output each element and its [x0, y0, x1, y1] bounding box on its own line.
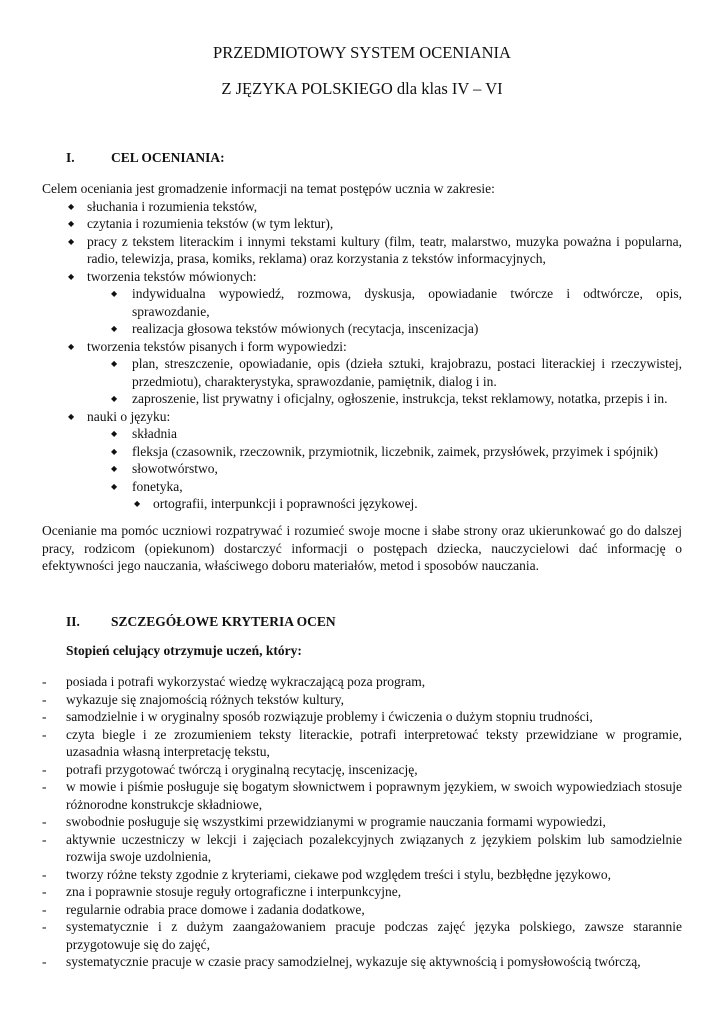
objective-list-item	[42, 478, 682, 496]
diamond-bullet-icon: ◆	[68, 341, 75, 351]
objective-list-item	[42, 390, 682, 408]
criteria-list-item	[42, 708, 682, 726]
objective-list-item-text: składnia	[132, 426, 177, 441]
criteria-list-item	[42, 901, 682, 919]
diamond-bullet-icon: ◆	[111, 359, 118, 368]
objective-list-item	[42, 443, 682, 461]
objective-list-item-text: zaproszenie, list prywatny i oficjalny, ogłoszenie, instrukcja, tekst reklamowy, notatka, przepis i in.	[132, 391, 668, 406]
criteria-list-item	[42, 953, 682, 971]
criteria-list-item	[42, 813, 682, 831]
objective-list-item	[42, 495, 682, 513]
objective-list-item-text: słowotwórstwo,	[132, 461, 218, 476]
dash-bullet: -	[42, 779, 47, 794]
diamond-bullet-icon: ◆	[68, 271, 75, 281]
grade-subheading: Stopień celujący otrzymuje uczeń, który:	[66, 643, 302, 658]
objective-list-item	[42, 320, 682, 338]
criteria-list-item	[42, 778, 682, 813]
dash-bullet: -	[42, 709, 47, 724]
objective-list-item-text: czytania i rozumienia tekstów (w tym lektur),	[87, 216, 334, 231]
diamond-bullet-icon: ◆	[111, 464, 118, 473]
criteria-list-item-text: systematycznie pracuje w czasie pracy samodzielnej, wykazuje się aktywnością i pomysłowością twórczą,	[66, 954, 641, 969]
dash-bullet: -	[42, 726, 47, 742]
criteria-list-item-text: swobodnie posługuje się wszystkimi przewidzianymi w programie nauczania formami wypowiedzi,	[66, 814, 606, 829]
criteria-list-item-text: posiada i potrafi wykorzystać wiedzę wykraczającą poza program,	[66, 674, 426, 689]
objective-list-item	[42, 355, 682, 390]
objective-list-item-text: plan, streszczenie, opowiadanie, opis (dzieła sztuki, krajobrazu, postaci literackiej i rzeczywistej, przedmiotu), charakterystyka, sprawozdanie, pamiętnik, dialog i in.	[132, 356, 682, 389]
document-subtitle: Z JĘZYKA POLSKIEGO dla klas IV – VI	[221, 79, 503, 98]
grade-criteria-list	[42, 673, 682, 971]
objective-list-item	[42, 338, 682, 356]
dash-bullet: -	[42, 866, 47, 882]
criteria-list-item-text: tworzy różne teksty zgodnie z kryteriami, ciekawe pod względem treści i stylu, bezbłędne językowo,	[66, 866, 612, 882]
document-title: PRZEDMIOTOWY SYSTEM OCENIANIA	[213, 43, 511, 62]
dash-bullet: -	[42, 761, 47, 777]
section-2-title: SZCZEGÓŁOWE KRYTERIA OCEN	[111, 614, 336, 629]
section-1-number: I.	[66, 150, 75, 165]
section-1-title: CEL OCENIANIA:	[111, 150, 225, 165]
criteria-list-item	[42, 726, 682, 761]
dash-bullet: -	[42, 954, 47, 969]
objective-list-item-text: realizacja głosowa tekstów mówionych (recytacja, inscenizacja)	[132, 321, 479, 336]
diamond-bullet-icon: ◆	[111, 289, 118, 298]
criteria-list-item-text: regularnie odrabia prace domowe i zadania dodatkowe,	[66, 901, 365, 917]
dash-bullet: -	[42, 814, 47, 829]
criteria-list-item	[42, 831, 682, 866]
criteria-list-item-text: aktywnie uczestniczy w lekcji i zajęciach pozalekcyjnych związanych z językiem polskim lub samodzielnie rozwija swoje uzdolnienia,	[66, 831, 682, 864]
objective-list-item	[42, 425, 682, 443]
section-1-list	[42, 198, 682, 513]
objective-list-item-text: nauki o języku:	[87, 408, 171, 424]
objective-list-item-text: fleksja (czasownik, rzeczownik, przymiotnik, liczebnik, zaimek, przysłówek, przyimek i spójnik)	[132, 443, 658, 459]
diamond-bullet-icon: ◆	[68, 411, 75, 421]
objective-list-item-text: fonetyka,	[132, 478, 183, 494]
diamond-bullet-icon: ◆	[111, 324, 118, 333]
dash-bullet: -	[42, 919, 47, 934]
dash-bullet: -	[42, 691, 47, 707]
objective-list-item	[42, 408, 682, 426]
diamond-bullet-icon: ◆	[111, 429, 118, 438]
objective-list-item-text: ortografii, interpunkcji i poprawności językowej.	[153, 496, 418, 511]
criteria-list-item	[42, 691, 682, 709]
diamond-bullet-icon: ◆	[68, 219, 75, 228]
objective-list-item	[42, 285, 682, 320]
objective-list-item	[42, 215, 682, 233]
objective-list-item	[42, 460, 682, 478]
criteria-list-item	[42, 918, 682, 953]
criteria-list-item-text: czyta biegle i ze zrozumieniem teksty literackie, potrafi interpretować teksty przewidziane w programie, uzasadnia własną interpretację tekstu,	[66, 726, 682, 759]
section-1-intro: Celem oceniania jest gromadzenie informacji na temat postępów ucznia w zakresie:	[42, 181, 495, 196]
section-2-number: II.	[66, 614, 80, 629]
section-1-body	[42, 180, 682, 513]
diamond-bullet-icon: ◆	[111, 481, 118, 491]
objective-list-item	[42, 198, 682, 216]
objective-list-item-text: pracy z tekstem literackim i innymi tekstami kultury (film, teatr, malarstwo, muzyka poważna i popularna, radio, telewizja, prasa, komiks, reklama) oraz korzystania z tekstów informacyjnych,	[87, 233, 682, 266]
criteria-list-item	[42, 866, 682, 884]
diamond-bullet-icon: ◆	[111, 394, 118, 403]
criteria-list-item	[42, 883, 682, 901]
objective-list-item	[42, 268, 682, 286]
criteria-list-item-text: samodzielnie i w oryginalny sposób rozwiązuje problemy i ćwiczenia o dużym stopniu trudności,	[66, 709, 593, 724]
criteria-list-item-text: wykazuje się znajomością różnych tekstów kultury,	[66, 691, 345, 707]
criteria-list-item-text: systematycznie i z dużym zaangażowaniem pracuje podczas zajęć języka polskiego, zawsze starannie przygotowuje się do zajęć,	[66, 919, 682, 952]
diamond-bullet-icon: ◆	[68, 201, 75, 211]
criteria-list-item-text: zna i poprawnie stosuje reguły ortograficzne i interpunkcyjne,	[66, 884, 402, 899]
section-2-heading	[66, 613, 336, 631]
section-1-closing-paragraph: Ocenianie ma pomóc uczniowi rozpatrywać i rozumieć swoje mocne i słabe strony oraz ukierunkować go do dalszej pracy, rodzicom (opiekunom) dostarczyć informacji o postępach dziecka, nauczycielowi dać informację o efektywności jego nauczania, właściwego doboru materiałów, metod i sposobów nauczania.	[42, 523, 682, 573]
diamond-bullet-icon: ◆	[68, 236, 75, 246]
objective-list-item-text: słuchania i rozumienia tekstów,	[87, 198, 258, 214]
dash-bullet: -	[42, 901, 47, 917]
objective-list-item	[42, 233, 682, 268]
criteria-list-item	[42, 761, 682, 779]
dash-bullet: -	[42, 831, 47, 847]
criteria-list-item-text: w mowie i piśmie posługuje się bogatym słownictwem i poprawnym językiem, w swoich wypowiedziach stosuje różnorodne konstrukcje składniowe,	[66, 779, 682, 812]
objective-list-item-text: tworzenia tekstów pisanych i form wypowiedzi:	[87, 338, 347, 354]
criteria-list-item	[42, 673, 682, 691]
criteria-list-item-text: potrafi przygotować twórczą i oryginalną recytację, inscenizację,	[66, 761, 418, 777]
objective-list-item-text: indywidualna wypowiedź, rozmowa, dyskusja, opowiadanie twórcze i odtwórcze, opis, sprawozdanie,	[132, 286, 682, 319]
diamond-bullet-icon: ◆	[134, 499, 141, 508]
dash-bullet: -	[42, 674, 47, 689]
objective-list-item-text: tworzenia tekstów mówionych:	[87, 268, 257, 284]
section-1-heading	[66, 149, 225, 167]
dash-bullet: -	[42, 884, 47, 899]
diamond-bullet-icon: ◆	[111, 446, 118, 456]
